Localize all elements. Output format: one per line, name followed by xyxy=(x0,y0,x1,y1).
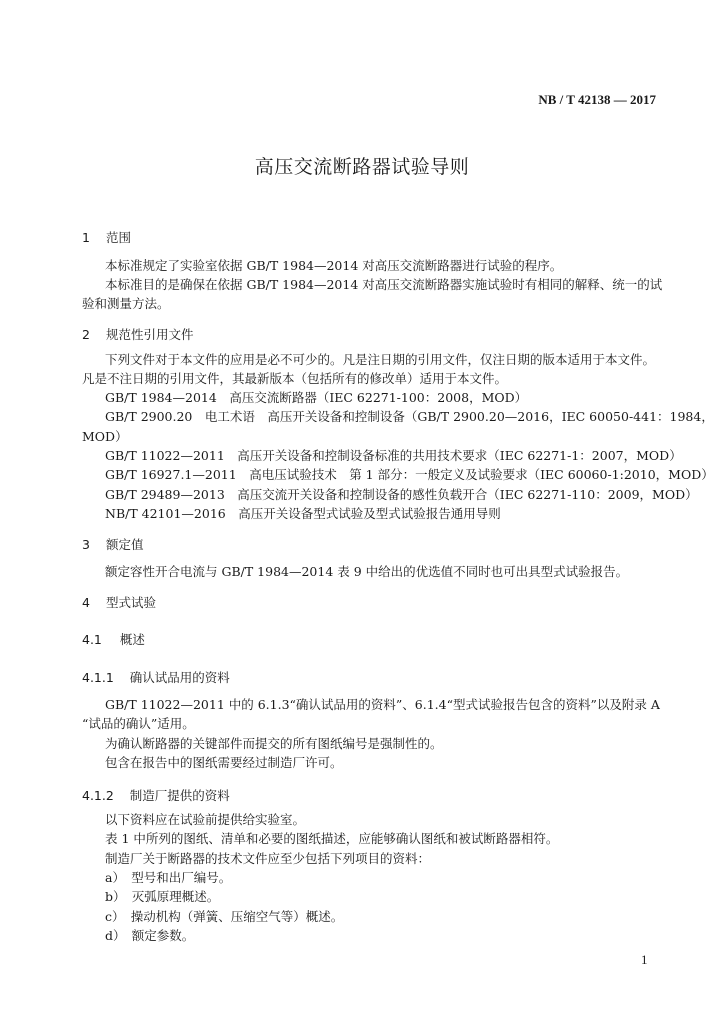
reference-item-continuation: MOD） xyxy=(82,429,128,444)
reference-item: GB/T 11022—2011 高压开关设备和控制设备标准的共用技术要求（IEC 62271-1：2007，MOD） xyxy=(105,448,682,463)
paragraph: “试品的确认”适用。 xyxy=(82,716,195,731)
standard-code: NB / T 42138 — 2017 xyxy=(538,92,656,107)
section-title: 型式试验 xyxy=(105,595,156,610)
section-4-1-heading xyxy=(82,630,145,648)
section-4-1-2-heading xyxy=(82,786,230,804)
document-title: 高压交流断路器试验导则 xyxy=(254,156,470,178)
list-item: a） 型号和出厂编号。 xyxy=(105,870,232,885)
paragraph: 本标准规定了实验室依据 GB/T 1984—2014 对高压交流断路器进行试验的程序。 xyxy=(105,258,563,273)
section-3-heading xyxy=(82,535,143,553)
list-item: d） 额定参数。 xyxy=(105,928,195,943)
reference-item: GB/T 29489—2013 高压交流开关设备和控制设备的感性负载开合（IEC 62271-110：2009，MOD） xyxy=(105,487,698,502)
section-title: 范围 xyxy=(105,230,131,245)
page-number: 1 xyxy=(641,952,648,967)
reference-item: NB/T 42101—2016 高压开关设备型式试验及型式试验报告通用导则 xyxy=(105,506,501,521)
section-number: 4.1.1 xyxy=(82,670,114,685)
section-title: 额定值 xyxy=(105,537,144,552)
paragraph: 包含在报告中的图纸需要经过制造厂许可。 xyxy=(105,755,343,770)
section-1-heading xyxy=(82,228,131,246)
paragraph: 本标准目的是确保在依据 GB/T 1984—2014 对高压交流断路器实施试验时有相同的解释、统一的试 xyxy=(105,277,663,292)
paragraph: 以下资料应在试验前提供给实验室。 xyxy=(105,812,306,827)
paragraph: 为确认断路器的关键部件而提交的所有图纸编号是强制性的。 xyxy=(105,736,443,751)
section-title: 制造厂提供的资料 xyxy=(129,788,230,803)
paragraph: 验和测量方法。 xyxy=(82,296,170,311)
list-item: b） 灭弧原理概述。 xyxy=(105,889,220,904)
paragraph: GB/T 11022—2011 中的 6.1.3“确认试品用的资料”、6.1.4“型式试验报告包含的资料”以及附录 A xyxy=(105,697,660,712)
section-4-heading xyxy=(82,593,156,611)
section-number: 4 xyxy=(82,595,90,610)
reference-item: GB/T 2900.20 电工术语 高压开关设备和控制设备（GB/T 2900.20—2016，IEC 60050-441：1984， xyxy=(105,409,714,424)
section-title: 概述 xyxy=(119,632,145,647)
paragraph: 表 1 中所列的图纸、清单和必要的图纸描述，应能够确认图纸和被试断路器相符。 xyxy=(105,831,559,846)
section-number: 2 xyxy=(82,327,90,342)
reference-item: GB/T 16927.1—2011 高电压试验技术 第 1 部分：一般定义及试验要求（IEC 60060-1:2010，MOD） xyxy=(105,467,714,482)
paragraph: 额定容性开合电流与 GB/T 1984—2014 表 9 中给出的优选值不同时也可出具型式试验报告。 xyxy=(105,564,629,579)
section-2-heading xyxy=(82,325,193,343)
list-item: c） 操动机构（弹簧、压缩空气等）概述。 xyxy=(105,909,344,924)
paragraph: 凡是不注日期的引用文件，其最新版本（包括所有的修改单）适用于本文件。 xyxy=(82,371,508,386)
section-title: 确认试品用的资料 xyxy=(129,670,230,685)
section-number: 4.1.2 xyxy=(82,788,114,803)
section-number: 3 xyxy=(82,537,90,552)
section-title: 规范性引用文件 xyxy=(105,327,194,342)
section-number: 1 xyxy=(82,230,90,245)
paragraph: 下列文件对于本文件的应用是必不可少的。凡是注日期的引用文件，仅注日期的版本适用于本文件。 xyxy=(105,352,656,367)
section-number: 4.1 xyxy=(82,632,102,647)
paragraph: 制造厂关于断路器的技术文件应至少包括下列项目的资料： xyxy=(105,851,431,866)
reference-item: GB/T 1984—2014 高压交流断路器（IEC 62271-100：2008，MOD） xyxy=(105,390,528,405)
section-4-1-1-heading xyxy=(82,668,230,686)
